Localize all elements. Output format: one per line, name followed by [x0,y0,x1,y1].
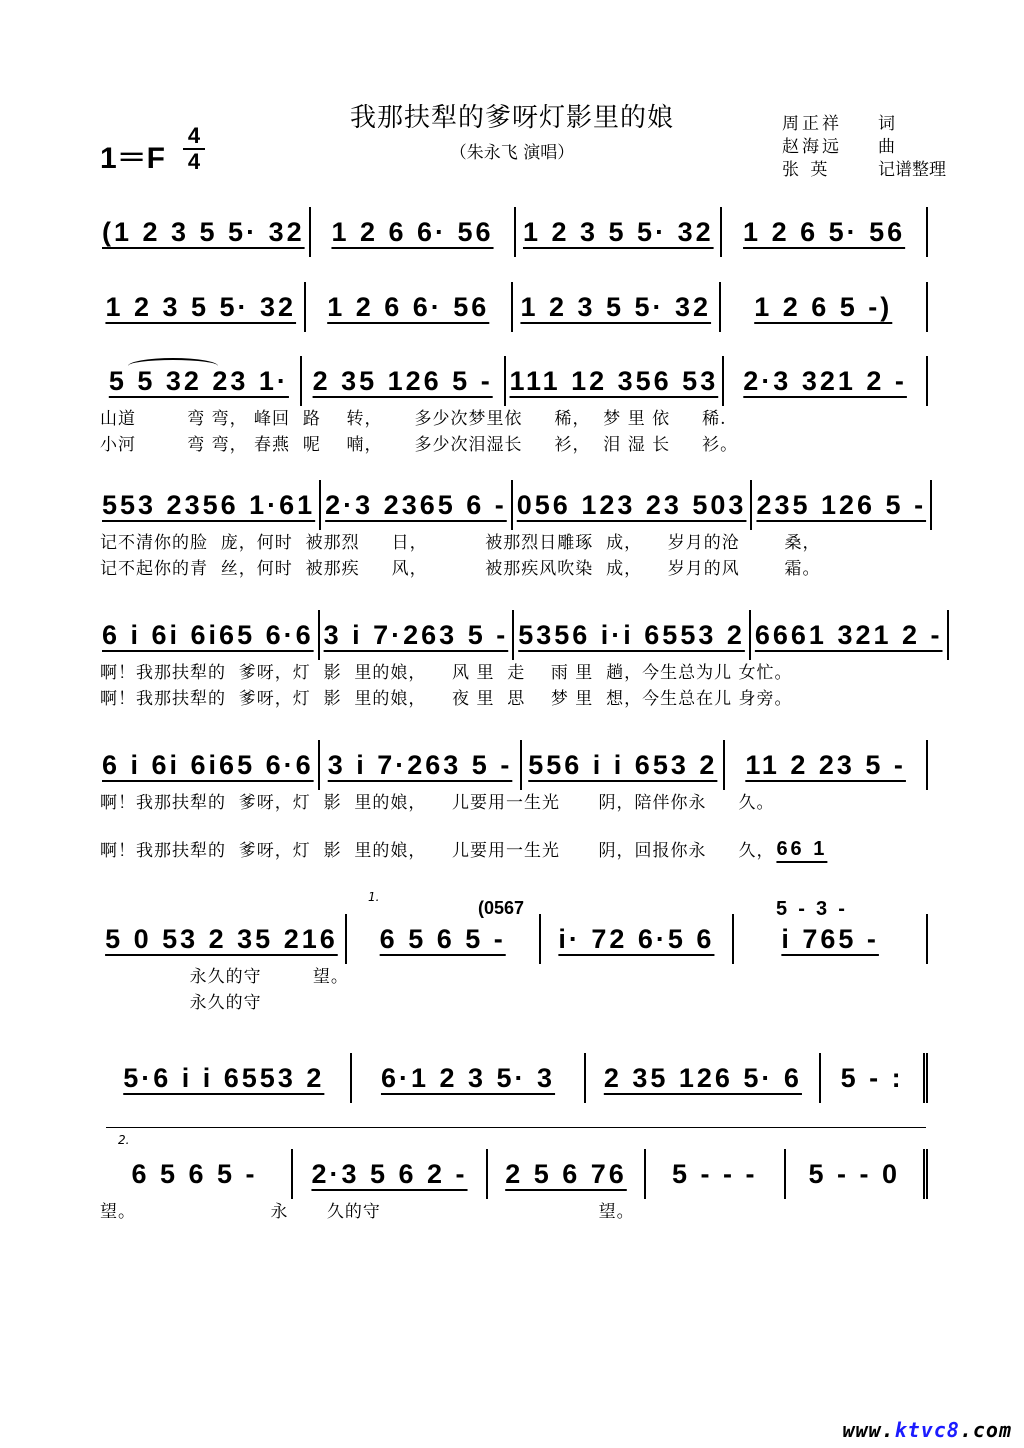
lyric-line-2: 啊！我那扶犁的 爹呀，灯 影 里的娘， 夜 里 思 梦 里 想，今生总在儿 身旁。 [100,689,793,709]
time-signature [183,125,205,173]
notes: i 765 - [781,923,879,954]
time-signature-top: 4 [187,123,201,148]
measure [98,1149,293,1199]
notes: 5 0 53 2 35 216 [105,923,338,954]
notes: 6 i 6i 6i65 6·6 [102,749,314,780]
measure [98,740,320,790]
notes: 1 2 6 5· 56 [743,216,906,247]
notes: 5·6 i i 6553 2 [123,1062,325,1093]
system-7 [98,890,928,1050]
measure [751,610,949,660]
measure [721,282,929,332]
notes: 2 35 126 5 - [312,365,493,396]
notes: 5 5 32 23 1· [108,365,289,396]
notes: 2·3 321 2 - [743,365,907,396]
measure [98,1053,352,1103]
notes: 1 2 6 6· 56 [331,216,494,247]
measure [293,1149,488,1199]
staff [98,1053,928,1103]
time-signature-bottom: 4 [187,149,201,174]
measure [514,610,751,660]
measure [98,914,347,964]
measure [98,282,306,332]
measure [98,480,321,530]
credit-name: 张 英 [782,160,831,180]
volta-1: 1. [368,890,380,904]
measure [347,914,541,964]
notes: 6661 321 2 - [754,619,943,650]
lyric-line-1: 啊！我那扶犁的 爹呀，灯 影 里的娘， 儿要用一生光 阴，陪伴你永 久。 [100,793,775,813]
notes: 1 2 6 5 -) [754,291,893,322]
credit-name: 周正祥 [782,114,842,134]
credit-role: 曲 [878,137,895,157]
measure [320,740,523,790]
notes: (1 2 3 5 5· 32 [102,216,305,247]
credit-name: 赵海远 [782,137,842,157]
notes: 1 2 3 5 5· 32 [105,291,297,322]
measure [513,480,753,530]
measure [722,207,928,257]
measure [725,740,928,790]
watermark [842,1418,1012,1442]
credit-lyricist [782,113,946,136]
lyric-line-2: 啊！我那扶犁的 爹呀，灯 影 里的娘， 儿要用一生光 阴，回报你永 久， [100,841,775,861]
measure [522,740,725,790]
notes: 3 i 7·263 5 - [327,749,513,780]
measure-final [786,1149,929,1199]
lyric-line-2: 记不起你的青 丝，何时 被那疾 风， 被那疾风吹染 成， 岁月的风 霜。 [100,559,821,579]
notes: 1 2 3 5 5· 32 [522,216,714,247]
measure [98,610,320,660]
credit-role: 记谱整理 [878,160,946,180]
upper-voice: 5 - 3 - [776,898,845,920]
credits [782,113,946,182]
watermark-brand: ktvc8 [894,1418,960,1442]
credit-arranger [782,159,946,182]
notes: 6 5 6 5 - [131,1158,258,1189]
measure [302,356,506,406]
notes: 3 i 7·263 5 - [323,619,509,650]
lyric-line-2: 永久的守 [100,993,262,1013]
staff [98,480,928,530]
notes: 5356 i·i 6553 2 [518,619,745,650]
notes: 2 5 6 76 [505,1158,627,1189]
watermark-prefix: www. [842,1418,895,1442]
system-5 [98,610,943,760]
volta-bracket [106,1127,926,1128]
notes: 6 i 6i 6i65 6·6 [102,619,314,650]
notes: 6 5 6 5 - [379,923,506,954]
notes: 056 123 23 503 [516,489,747,520]
notes: 2 35 126 5· 6 [603,1062,802,1093]
measure [513,282,721,332]
notes: 6·1 2 3 5· 3 [380,1062,556,1093]
notes: 5 - - 0 [808,1158,901,1189]
notes: 11 2 23 5 - [745,749,906,780]
measure [734,914,928,964]
watermark-suffix: .com [959,1418,1012,1442]
measure [724,356,928,406]
staff [98,914,928,964]
measure [352,1053,587,1103]
measure [321,480,513,530]
lyric-line-1: 啊！我那扶犁的 爹呀，灯 影 里的娘， 风 里 走 雨 里 趟，今生总为儿 女忙。 [100,663,793,683]
notes: 1 2 6 6· 56 [327,291,490,322]
measure [311,207,517,257]
measure [516,207,722,257]
staff [98,207,928,257]
measure [752,480,932,530]
notes: 1 2 3 5 5· 32 [520,291,712,322]
notes: 5 - - - [672,1158,758,1189]
lyric-line-1: 山道 弯 弯， 峰回 路 转， 多少次梦里依 稀， 梦 里 依 稀. [100,409,727,429]
lyric-line-1: 望。 永 久的守 望。 [100,1202,635,1222]
staff [98,740,928,790]
measure [488,1149,646,1199]
notes: 111 12 356 53 [509,365,719,396]
notes: i· 72 6·5 6 [558,923,715,954]
performer-subtitle: （朱永飞 演唱） [449,143,575,163]
measure [586,1053,821,1103]
notes: 235 126 5 - [756,489,927,520]
key-signature: 1＝F [100,142,166,175]
measure [541,914,735,964]
measure-repeat-end [821,1053,928,1103]
measure [98,356,302,406]
ossia-notes: 66 1 [776,838,828,860]
staff [98,282,928,332]
system-9 [98,1135,928,1285]
credit-composer [782,136,946,159]
staff [98,356,928,406]
system-4 [98,480,928,630]
credit-role: 词 [878,114,895,134]
song-title: 我那扶犁的爹呀灯影里的娘 [349,103,674,133]
staff [98,1149,928,1199]
notes: 2·3 5 6 2 - [311,1158,468,1189]
volta-2: 2. [118,1133,130,1147]
notes: 553 2356 1·61 [102,489,316,520]
staff [98,610,943,660]
measure [306,282,514,332]
lyric-line-1: 永久的守 望。 [100,967,349,987]
measure [646,1149,786,1199]
grace-notes: (0567 [478,898,525,918]
system-6 [98,740,928,890]
notes: 5 - : [840,1062,904,1093]
measure [506,356,725,406]
lyric-line-2: 小河 弯 弯， 春燕 呢 喃， 多少次泪湿长 衫， 泪 湿 长 衫。 [100,435,739,455]
measure [98,207,311,257]
lyric-line-1: 记不清你的脸 庞，何时 被那烈 日， 被那烈日雕琢 成， 岁月的沧 桑， [100,533,821,553]
notes: 2·3 2365 6 - [325,489,507,520]
notes: 556 i i 653 2 [528,749,718,780]
measure [320,610,515,660]
